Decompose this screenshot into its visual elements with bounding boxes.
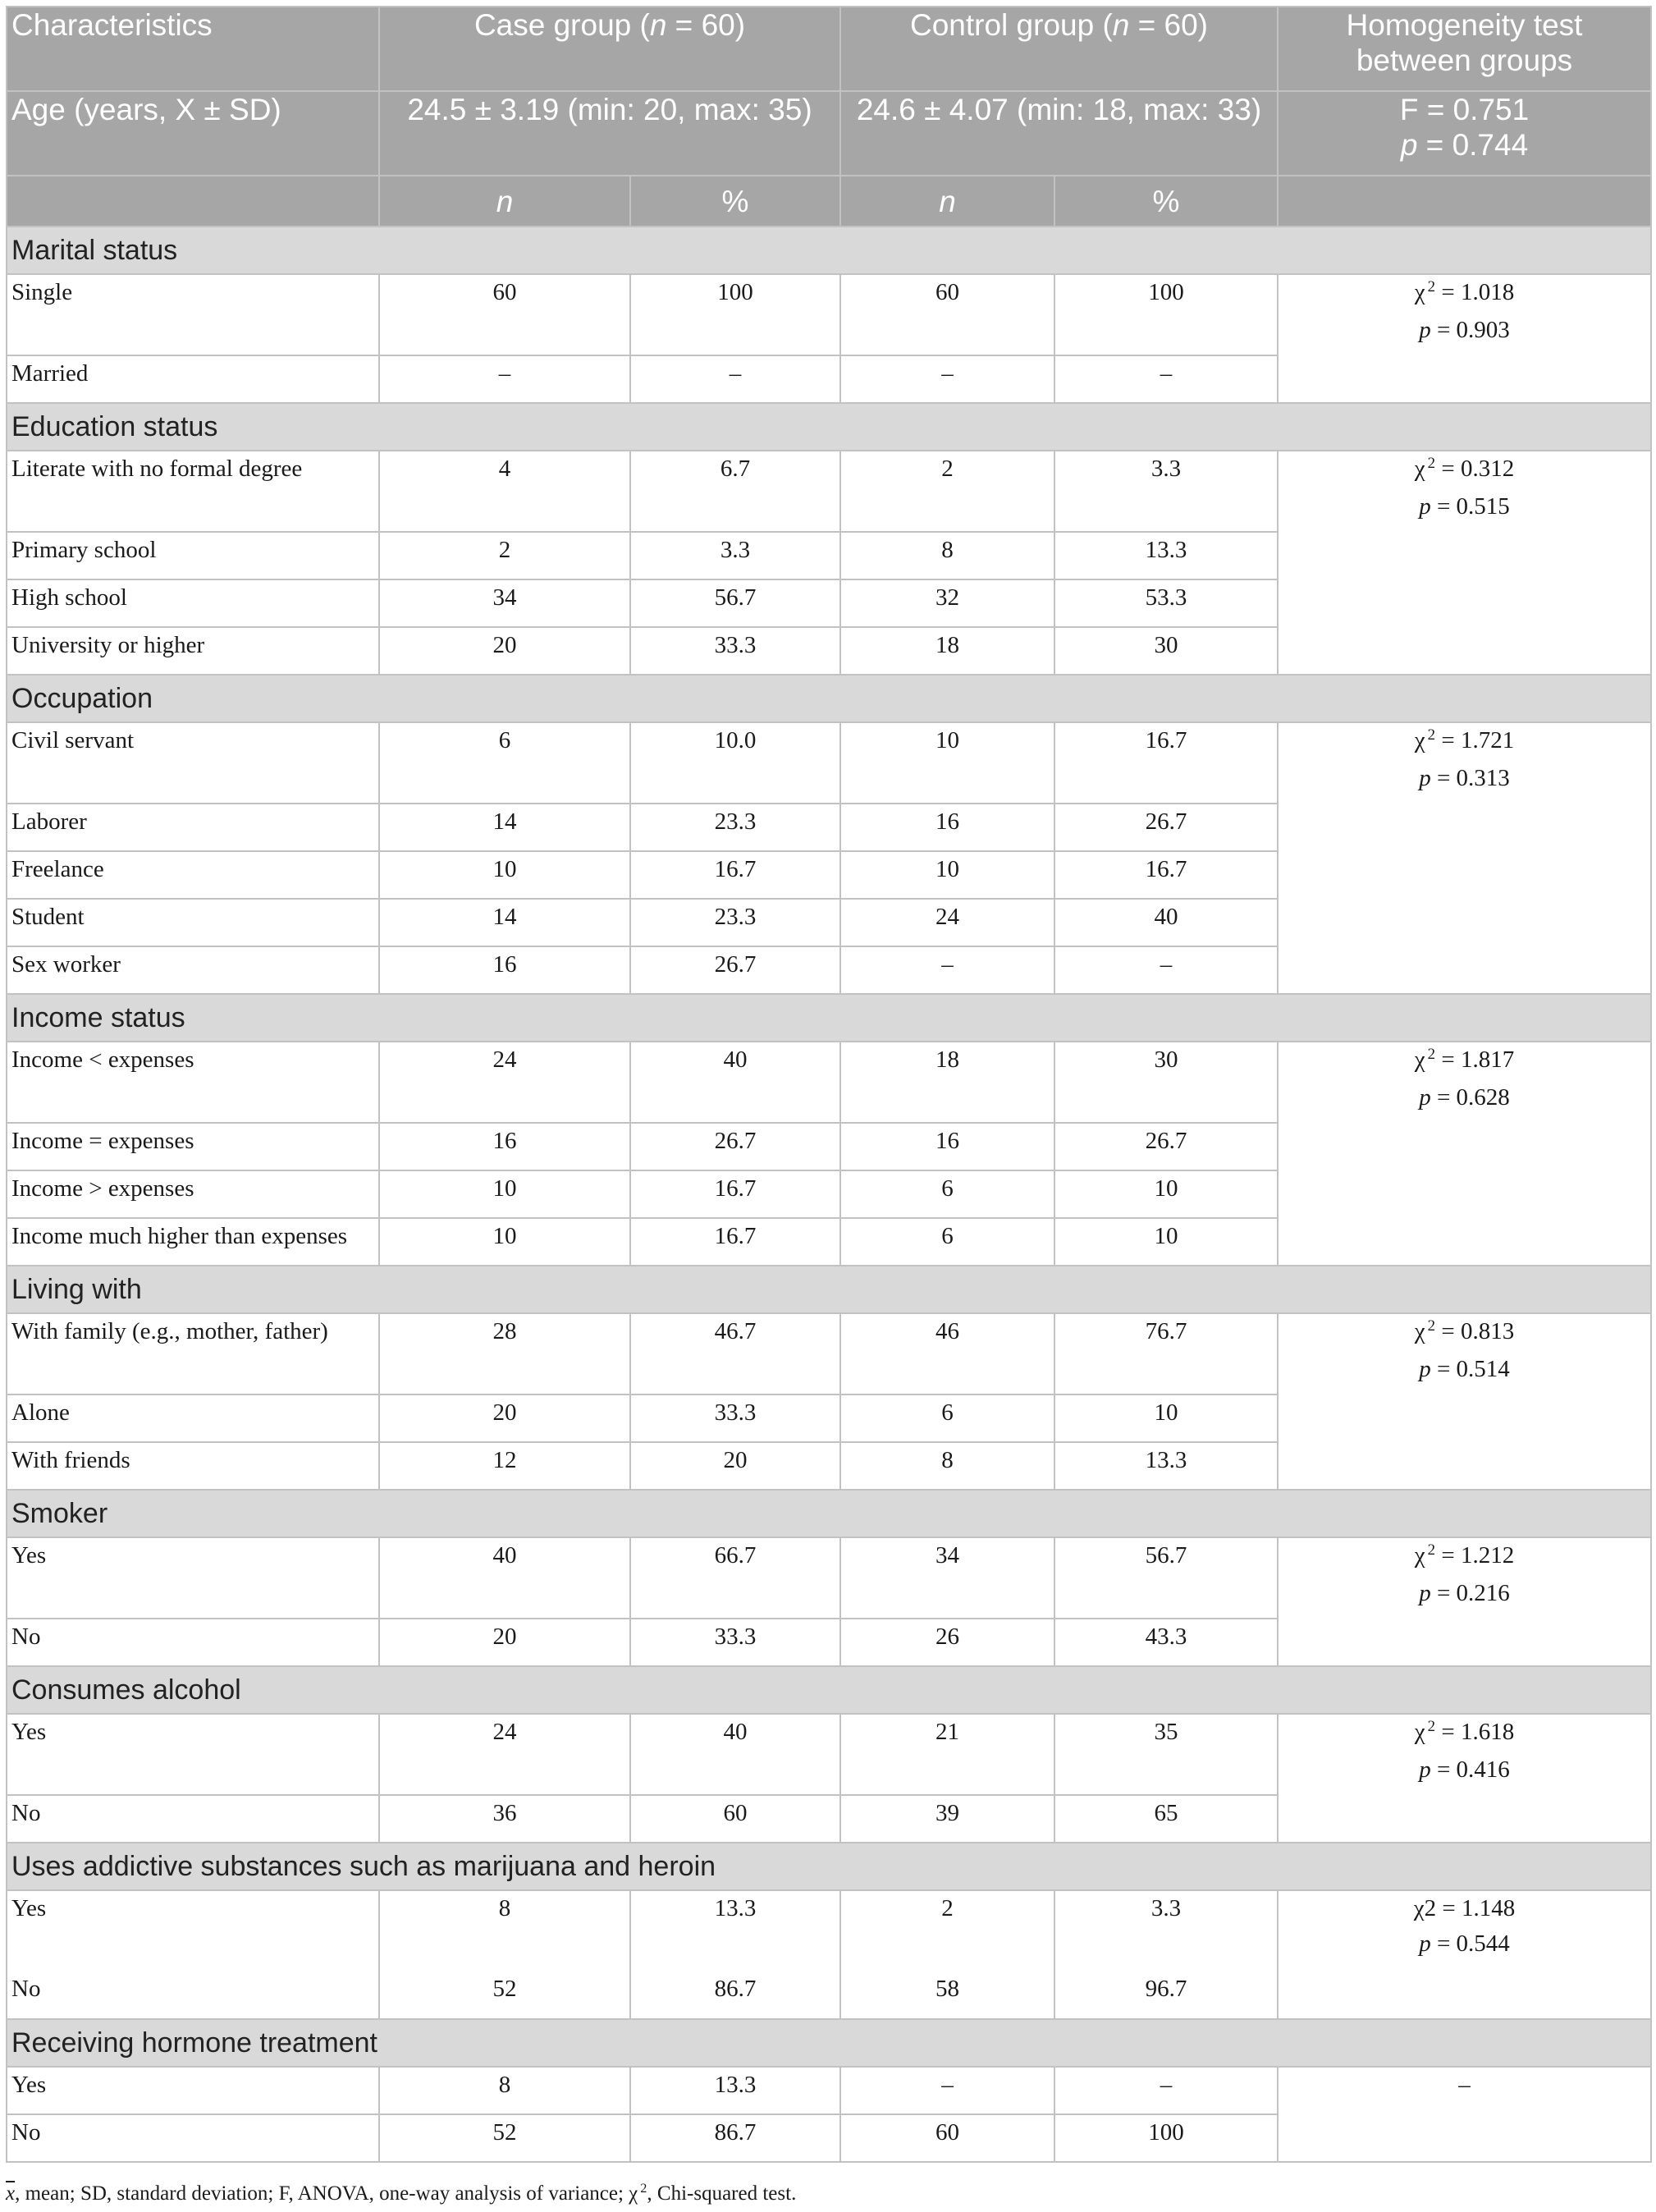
case-percent-value: 13.3 — [630, 2067, 840, 2114]
case-percent-value: 56.7 — [630, 579, 840, 627]
case-n-value: 52 — [379, 1972, 630, 2019]
control-n-value: 8 — [840, 532, 1054, 579]
age-label: Age (years, X ± SD) — [7, 91, 379, 176]
p-value-line — [1283, 1576, 1646, 1611]
section-title: Occupation — [7, 675, 1651, 722]
case-percent-value: – — [630, 355, 840, 403]
control-percent-value: 43.3 — [1054, 1619, 1278, 1666]
control-percent-value: 30 — [1054, 1042, 1278, 1123]
case-n-value: 20 — [379, 1619, 630, 1666]
chi-square-symbol: χ — [1414, 279, 1425, 305]
control-percent-value: 3.3 — [1054, 1890, 1278, 1972]
test-statistic-value: = 1.212 — [1435, 1542, 1515, 1569]
p-symbol: p — [1419, 1930, 1431, 1957]
test-statistic-value: = 1.817 — [1435, 1046, 1515, 1073]
p-value-line — [1283, 489, 1646, 524]
case-n-value: 16 — [379, 1123, 630, 1170]
row-label: Sex worker — [7, 946, 379, 994]
control-n-value: 34 — [840, 1537, 1054, 1619]
table-row — [7, 274, 1651, 355]
homogeneity-test-result — [1278, 1313, 1651, 1490]
row-label: No — [7, 1795, 379, 1843]
row-label: No — [7, 1972, 379, 2019]
section-group — [7, 994, 1651, 1266]
case-n-value: 10 — [379, 851, 630, 899]
case-percent-value: 16.7 — [630, 851, 840, 899]
case-percent-value: 40 — [630, 1042, 840, 1123]
case-n-value: 40 — [379, 1537, 630, 1619]
row-label: No — [7, 2114, 379, 2162]
row-label: Freelance — [7, 851, 379, 899]
section-group — [7, 2019, 1651, 2162]
section-header-row — [7, 1843, 1651, 1890]
age-control-value: 24.6 ± 4.07 (min: 18, max: 33) — [840, 91, 1278, 176]
p-symbol: p — [1419, 1580, 1431, 1606]
section-header-row — [7, 1666, 1651, 1714]
chi-square-symbol: χ — [1414, 1719, 1425, 1745]
n-symbol: n — [939, 184, 956, 218]
section-group — [7, 675, 1651, 994]
case-n-value: 4 — [379, 451, 630, 532]
case-n-header — [379, 176, 630, 227]
case-n-value: 12 — [379, 1442, 630, 1490]
control-n-value: 58 — [840, 1972, 1054, 2019]
case-n-value: 24 — [379, 1042, 630, 1123]
chi-square-symbol: χ — [1414, 1542, 1425, 1569]
homogeneity-test-result — [1278, 722, 1651, 994]
control-percent-value: 53.3 — [1054, 579, 1278, 627]
control-percent-value: 100 — [1054, 2114, 1278, 2162]
control-n-value: 18 — [840, 627, 1054, 675]
control-percent-value: 30 — [1054, 627, 1278, 675]
control-percent-value: 3.3 — [1054, 451, 1278, 532]
section-title: Uses addictive substances such as marijuana and heroin — [7, 1843, 1651, 1890]
control-group-header — [840, 7, 1278, 91]
p-value-line — [1283, 313, 1646, 348]
row-label: Civil servant — [7, 722, 379, 804]
table-row — [7, 722, 1651, 804]
case-n-value: 20 — [379, 627, 630, 675]
chi-square-superscript: 2 — [1427, 1717, 1436, 1735]
case-group-header — [379, 7, 840, 91]
age-p-value — [1283, 127, 1646, 163]
control-percent-header: % — [1054, 176, 1278, 227]
case-n-value: 10 — [379, 1170, 630, 1218]
footnote-text-end: , Chi-squared test. — [647, 2182, 797, 2205]
control-group-n-symbol: n — [1112, 8, 1130, 42]
control-percent-value: 16.7 — [1054, 722, 1278, 804]
control-percent-value: 40 — [1054, 899, 1278, 946]
table-header — [7, 7, 1651, 227]
p-value: = 0.544 — [1430, 1930, 1510, 1957]
control-percent-value: 26.7 — [1054, 1123, 1278, 1170]
case-n-value: 8 — [379, 2067, 630, 2114]
test-statistic-line — [1283, 723, 1646, 761]
table-row — [7, 1714, 1651, 1795]
mean-symbol: $\overline{x}$ — [6, 2182, 16, 2205]
section-header-row — [7, 1266, 1651, 1313]
characteristics-table — [6, 6, 1652, 2163]
control-percent-value: 16.7 — [1054, 851, 1278, 899]
table-row — [7, 1890, 1651, 1972]
control-percent-value: 10 — [1054, 1218, 1278, 1266]
row-label: Primary school — [7, 532, 379, 579]
row-label: Yes — [7, 1890, 379, 1972]
control-n-value: 60 — [840, 2114, 1054, 2162]
control-percent-value: – — [1054, 946, 1278, 994]
section-title: Smoker — [7, 1490, 1651, 1537]
case-percent-value: 20 — [630, 1442, 840, 1490]
row-label: Income much higher than expenses — [7, 1218, 379, 1266]
control-percent-value: 10 — [1054, 1395, 1278, 1442]
row-label: With friends — [7, 1442, 379, 1490]
control-percent-value: 76.7 — [1054, 1313, 1278, 1395]
case-group-n-symbol: n — [649, 8, 667, 42]
table-row — [7, 1537, 1651, 1619]
section-header-row — [7, 675, 1651, 722]
case-n-value: 8 — [379, 1890, 630, 1972]
section-title: Marital status — [7, 227, 1651, 274]
age-test-result — [1278, 91, 1651, 176]
case-n-value: 36 — [379, 1795, 630, 1843]
test-statistic-value: = 1.618 — [1435, 1719, 1515, 1745]
homogeneity-test-result — [1278, 1714, 1651, 1843]
case-n-value: 14 — [379, 899, 630, 946]
case-percent-value: 33.3 — [630, 1395, 840, 1442]
footnote-superscript: 2 — [640, 2181, 647, 2196]
section-group — [7, 227, 1651, 403]
control-n-value: 8 — [840, 1442, 1054, 1490]
control-percent-value: – — [1054, 355, 1278, 403]
case-percent-value: 16.7 — [630, 1218, 840, 1266]
section-header-row — [7, 1490, 1651, 1537]
header-row — [7, 7, 1651, 91]
p-symbol: p — [1419, 317, 1431, 343]
control-group-suffix: = 60) — [1129, 8, 1209, 42]
homogeneity-test-result — [1278, 274, 1651, 403]
test-statistic-line — [1283, 1314, 1646, 1352]
chi-square-superscript: 2 — [1427, 277, 1436, 295]
chi-square-symbol: χ — [1414, 1318, 1425, 1344]
section-title: Living with — [7, 1266, 1651, 1313]
row-label: Yes — [7, 2067, 379, 2114]
p-value: = 0.515 — [1430, 493, 1510, 520]
case-percent-value: 86.7 — [630, 1972, 840, 2019]
table-row — [7, 2067, 1651, 2114]
p-symbol: p — [1400, 128, 1418, 162]
test-result-text: – — [1458, 2072, 1471, 2098]
row-label: Income > expenses — [7, 1170, 379, 1218]
section-header-row — [7, 2019, 1651, 2067]
case-n-value: 52 — [379, 2114, 630, 2162]
homogeneity-header-line: between groups — [1356, 44, 1573, 77]
control-n-value: 18 — [840, 1042, 1054, 1123]
control-percent-value: 13.3 — [1054, 532, 1278, 579]
chi-square-symbol: χ — [1414, 727, 1425, 753]
homogeneity-test-result — [1278, 2067, 1651, 2162]
case-percent-value: 16.7 — [630, 1170, 840, 1218]
row-label: Student — [7, 899, 379, 946]
homogeneity-test-result — [1278, 1890, 1651, 2019]
row-label: Yes — [7, 1714, 379, 1795]
row-label: University or higher — [7, 627, 379, 675]
row-label: Laborer — [7, 804, 379, 851]
case-group-suffix: = 60) — [666, 8, 746, 42]
case-percent-value: 60 — [630, 1795, 840, 1843]
section-header-row — [7, 994, 1651, 1042]
section-title: Income status — [7, 994, 1651, 1042]
control-n-value: 26 — [840, 1619, 1054, 1666]
age-case-value: 24.5 ± 3.19 (min: 20, max: 35) — [379, 91, 840, 176]
section-group — [7, 1490, 1651, 1666]
control-n-value: 46 — [840, 1313, 1054, 1395]
test-statistic-value: = 1.148 — [1436, 1895, 1516, 1921]
case-percent-value: 6.7 — [630, 451, 840, 532]
homogeneity-test-result — [1278, 1042, 1651, 1266]
control-percent-value: 100 — [1054, 274, 1278, 355]
chi-square-superscript: 2 — [1427, 1045, 1436, 1063]
subheader-row — [7, 176, 1651, 227]
homogeneity-test-header — [1278, 7, 1651, 91]
section-group — [7, 1843, 1651, 2019]
case-n-value: 60 — [379, 274, 630, 355]
p-symbol: p — [1419, 765, 1431, 791]
characteristics-header: Characteristics — [7, 7, 379, 91]
table-footnote — [6, 2182, 1650, 2208]
control-percent-value: 26.7 — [1054, 804, 1278, 851]
control-percent-value: 10 — [1054, 1170, 1278, 1218]
p-symbol: p — [1419, 493, 1431, 520]
control-n-value: 10 — [840, 722, 1054, 804]
chi-square-superscript: 2 — [1427, 1541, 1436, 1559]
section-title: Receiving hormone treatment — [7, 2019, 1651, 2067]
row-label: Alone — [7, 1395, 379, 1442]
p-value: = 0.216 — [1430, 1580, 1510, 1606]
section-title: Consumes alcohol — [7, 1666, 1651, 1714]
control-n-value: 21 — [840, 1714, 1054, 1795]
case-n-value: 10 — [379, 1218, 630, 1266]
control-n-value: 16 — [840, 804, 1054, 851]
case-n-value: 14 — [379, 804, 630, 851]
p-value-line — [1283, 1080, 1646, 1115]
case-percent-value: 33.3 — [630, 627, 840, 675]
table-row — [7, 451, 1651, 532]
test-statistic-line — [1283, 1042, 1646, 1080]
control-n-value: 32 — [840, 579, 1054, 627]
control-percent-value: 56.7 — [1054, 1537, 1278, 1619]
p-value-line — [1283, 1926, 1646, 1962]
case-percent-value: 100 — [630, 274, 840, 355]
case-n-value: 34 — [379, 579, 630, 627]
control-n-value: 6 — [840, 1218, 1054, 1266]
control-percent-value: 35 — [1054, 1714, 1278, 1795]
control-group-prefix: Control group ( — [909, 8, 1113, 42]
case-percent-value: 33.3 — [630, 1619, 840, 1666]
control-n-value: – — [840, 2067, 1054, 2114]
row-label: No — [7, 1619, 379, 1666]
control-n-header — [840, 176, 1054, 227]
p-value-line — [1283, 1352, 1646, 1387]
control-n-value: 39 — [840, 1795, 1054, 1843]
table-row — [7, 1042, 1651, 1123]
case-percent-value: 23.3 — [630, 899, 840, 946]
case-n-value: 6 — [379, 722, 630, 804]
footnote-text: , mean; SD, standard deviation; F, ANOVA, one-way analysis of variance; χ — [15, 2182, 638, 2205]
section-group — [7, 1666, 1651, 1843]
case-percent-value: 23.3 — [630, 804, 840, 851]
row-label: Married — [7, 355, 379, 403]
test-statistic-value: = 1.018 — [1435, 279, 1515, 305]
row-label: With family (e.g., mother, father) — [7, 1313, 379, 1395]
control-n-value: 60 — [840, 274, 1054, 355]
control-n-value: 24 — [840, 899, 1054, 946]
section-title: Education status — [7, 403, 1651, 451]
p-symbol: p — [1419, 1756, 1431, 1783]
control-percent-value: – — [1054, 2067, 1278, 2114]
chi-square-superscript: 2 — [1427, 726, 1436, 744]
case-n-value: – — [379, 355, 630, 403]
test-statistic-value: = 0.312 — [1435, 456, 1515, 482]
case-percent-header: % — [630, 176, 840, 227]
control-n-value: – — [840, 946, 1054, 994]
case-percent-value: 26.7 — [630, 1123, 840, 1170]
row-label: Income = expenses — [7, 1123, 379, 1170]
homogeneity-header-line: Homogeneity test — [1346, 8, 1583, 42]
p-value: = 0.514 — [1430, 1356, 1510, 1382]
chi-square-symbol: χ2 — [1413, 1895, 1437, 1921]
p-value-line — [1283, 1752, 1646, 1788]
p-value: = 0.903 — [1430, 317, 1510, 343]
case-percent-value: 13.3 — [630, 1890, 840, 1972]
p-symbol: p — [1419, 1356, 1431, 1382]
case-n-value: 28 — [379, 1313, 630, 1395]
section-group — [7, 1266, 1651, 1490]
p-value: = 0.628 — [1430, 1084, 1510, 1111]
case-group-prefix: Case group ( — [473, 8, 650, 42]
case-n-value: 2 — [379, 532, 630, 579]
control-n-value: 6 — [840, 1395, 1054, 1442]
control-percent-value: 65 — [1054, 1795, 1278, 1843]
p-value: = 0.416 — [1430, 1756, 1510, 1783]
table-row — [7, 1313, 1651, 1395]
test-statistic-line — [1283, 1538, 1646, 1576]
case-n-value: 20 — [379, 1395, 630, 1442]
chi-square-superscript: 2 — [1427, 454, 1436, 472]
p-value: = 0.313 — [1430, 765, 1510, 791]
control-n-value: 2 — [840, 451, 1054, 532]
row-label: Income < expenses — [7, 1042, 379, 1123]
empty-cell — [1278, 176, 1651, 227]
section-header-row — [7, 403, 1651, 451]
p-value: = 0.744 — [1417, 128, 1529, 162]
section-group — [7, 403, 1651, 675]
p-value-line — [1283, 761, 1646, 796]
row-label: High school — [7, 579, 379, 627]
control-n-value: 6 — [840, 1170, 1054, 1218]
test-statistic-line — [1283, 1891, 1646, 1926]
row-label: Yes — [7, 1537, 379, 1619]
control-percent-value: 13.3 — [1054, 1442, 1278, 1490]
case-n-value: 16 — [379, 946, 630, 994]
row-label: Single — [7, 274, 379, 355]
empty-cell — [7, 176, 379, 227]
case-percent-value: 3.3 — [630, 532, 840, 579]
case-percent-value: 10.0 — [630, 722, 840, 804]
n-symbol: n — [496, 184, 514, 218]
control-n-value: 2 — [840, 1890, 1054, 1972]
chi-square-superscript: 2 — [1427, 1317, 1436, 1335]
case-percent-value: 86.7 — [630, 2114, 840, 2162]
anova-statistic: F = 0.751 — [1399, 93, 1530, 126]
case-n-value: 24 — [379, 1714, 630, 1795]
age-row — [7, 91, 1651, 176]
homogeneity-test-result — [1278, 451, 1651, 675]
control-n-value: 10 — [840, 851, 1054, 899]
row-label: Literate with no formal degree — [7, 451, 379, 532]
control-n-value: 16 — [840, 1123, 1054, 1170]
test-statistic-line — [1283, 451, 1646, 489]
control-percent-value: 96.7 — [1054, 1972, 1278, 2019]
case-percent-value: 46.7 — [630, 1313, 840, 1395]
test-statistic-value: = 1.721 — [1435, 727, 1515, 753]
chi-square-symbol: χ — [1414, 1046, 1425, 1073]
case-percent-value: 26.7 — [630, 946, 840, 994]
test-statistic-line — [1283, 1715, 1646, 1752]
section-header-row — [7, 227, 1651, 274]
case-percent-value: 66.7 — [630, 1537, 840, 1619]
control-n-value: – — [840, 355, 1054, 403]
test-statistic-line — [1283, 275, 1646, 313]
p-symbol: p — [1419, 1084, 1431, 1111]
chi-square-symbol: χ — [1414, 456, 1425, 482]
homogeneity-test-result — [1278, 1537, 1651, 1666]
case-percent-value: 40 — [630, 1714, 840, 1795]
test-statistic-value: = 0.813 — [1435, 1318, 1515, 1344]
